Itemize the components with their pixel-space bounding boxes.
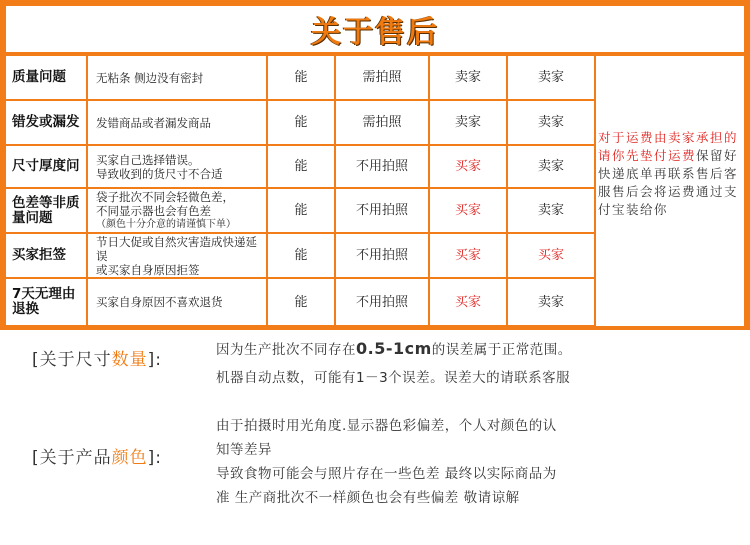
row-description-line: 节日大促或自然灾害造成快递延误 <box>96 234 257 263</box>
row-return-shipping: 买家 <box>430 146 506 187</box>
row-photo-required: 需拍照 <box>336 56 428 99</box>
color-line-1: 由于拍摄时用光角度.显示器色彩偏差，个人对颜色的认 <box>216 418 557 434</box>
size-section-title <box>32 345 162 370</box>
row-resend-shipping: 买家 <box>508 234 594 277</box>
row-resend-shipping: 卖家 <box>508 146 594 187</box>
size-line-1-b: 的误差属于正常范围。 <box>431 342 572 358</box>
row-photo-required: 不用拍照 <box>336 279 428 325</box>
color-line-2: 知等差异 <box>216 442 272 458</box>
row-description-lines <box>96 295 223 309</box>
row-resend-shipping: 卖家 <box>508 101 594 144</box>
row-description-line: （颜色十分介意的请谨慎下单） <box>96 218 236 230</box>
color-title-suffix: ]: <box>147 448 163 468</box>
row-description <box>88 56 266 99</box>
row-description-line: 买家自身原因不喜欢退货 <box>96 295 223 309</box>
row-description <box>88 101 266 144</box>
row-returnable: 能 <box>268 146 334 187</box>
row-photo-required: 不用拍照 <box>336 234 428 277</box>
shipping-note-text <box>598 129 744 219</box>
color-line-3: 导致食物可能会与照片存在一些色差 最终以实际商品为 <box>216 466 557 482</box>
row-resend-shipping: 卖家 <box>508 56 594 99</box>
color-line-4: 准 生产商批次不一样颜色也会有些偏差 敬请谅解 <box>216 490 520 506</box>
row-returnable: 能 <box>268 279 334 325</box>
title-bar <box>6 6 744 52</box>
row-label: 买家拒签 <box>6 234 86 277</box>
size-title-suffix: ]: <box>147 350 163 370</box>
row-description-lines <box>96 116 211 130</box>
row-description <box>88 146 266 187</box>
row-photo-required: 不用拍照 <box>336 146 428 187</box>
row-description-line: 不同显示器也会有色差 <box>96 203 211 218</box>
color-title-prefix: [关于产品 <box>32 448 112 468</box>
row-returnable: 能 <box>268 234 334 277</box>
shipping-note-red: 对于运费由卖家承担的请你先垫付运费 <box>598 130 739 163</box>
row-return-shipping: 卖家 <box>430 101 506 144</box>
size-line-1-bold: 0.5-1cm <box>356 339 432 358</box>
row-photo-required: 需拍照 <box>336 101 428 144</box>
row-label: 7天无理由退换 <box>6 279 86 325</box>
row-description-lines <box>96 235 266 277</box>
row-photo-required: 不用拍照 <box>336 189 428 232</box>
row-description-lines <box>96 190 236 232</box>
color-title-highlight: 颜色 <box>111 448 148 468</box>
size-line-1-a: 因为生产批次不同存在 <box>216 342 356 358</box>
row-return-shipping: 买家 <box>430 234 506 277</box>
row-returnable: 能 <box>268 101 334 144</box>
row-label: 质量问题 <box>6 56 86 99</box>
row-returnable: 能 <box>268 189 334 232</box>
row-label: 错发或漏发 <box>6 101 86 144</box>
row-return-shipping: 买家 <box>430 279 506 325</box>
row-description-lines <box>96 71 203 85</box>
row-description-line: 袋子批次不同会轻微色差， <box>96 189 234 204</box>
row-description-line: 或买家自身原因拒签 <box>96 262 200 277</box>
shipping-note-rest: 保留好快递底单再联系售后客服售后会将运费通过支付宝装给你 <box>598 148 739 217</box>
row-description-line: 发错商品或者漏发商品 <box>96 115 211 130</box>
row-description-line: 无粘条 侧边没有密封 <box>96 70 204 85</box>
row-label: 尺寸厚度问 <box>6 146 86 187</box>
size-title-prefix: [关于尺寸 <box>32 350 112 370</box>
color-section-text <box>216 414 557 510</box>
row-description-lines <box>96 153 223 181</box>
row-returnable: 能 <box>268 56 334 99</box>
row-description <box>88 279 266 325</box>
row-description <box>88 189 266 232</box>
row-description <box>88 234 266 277</box>
row-resend-shipping: 卖家 <box>508 189 594 232</box>
size-title-highlight: 数量 <box>111 350 148 370</box>
shipping-note <box>596 56 744 326</box>
size-line-2: 机器自动点数，可能有1－3个误差。误差大的请联系客服 <box>216 370 571 386</box>
row-description-line: 导致收到的货尺寸不合适 <box>96 166 223 181</box>
row-description-line: 买家自己选择错误。 <box>96 152 200 167</box>
row-label: 色差等非质量问题 <box>6 189 86 232</box>
row-return-shipping: 买家 <box>430 189 506 232</box>
row-return-shipping: 卖家 <box>430 56 506 99</box>
size-line-1 <box>216 338 572 361</box>
row-resend-shipping: 卖家 <box>508 279 594 325</box>
color-section-title <box>32 443 162 468</box>
page-title: 关于售后 <box>311 15 439 50</box>
